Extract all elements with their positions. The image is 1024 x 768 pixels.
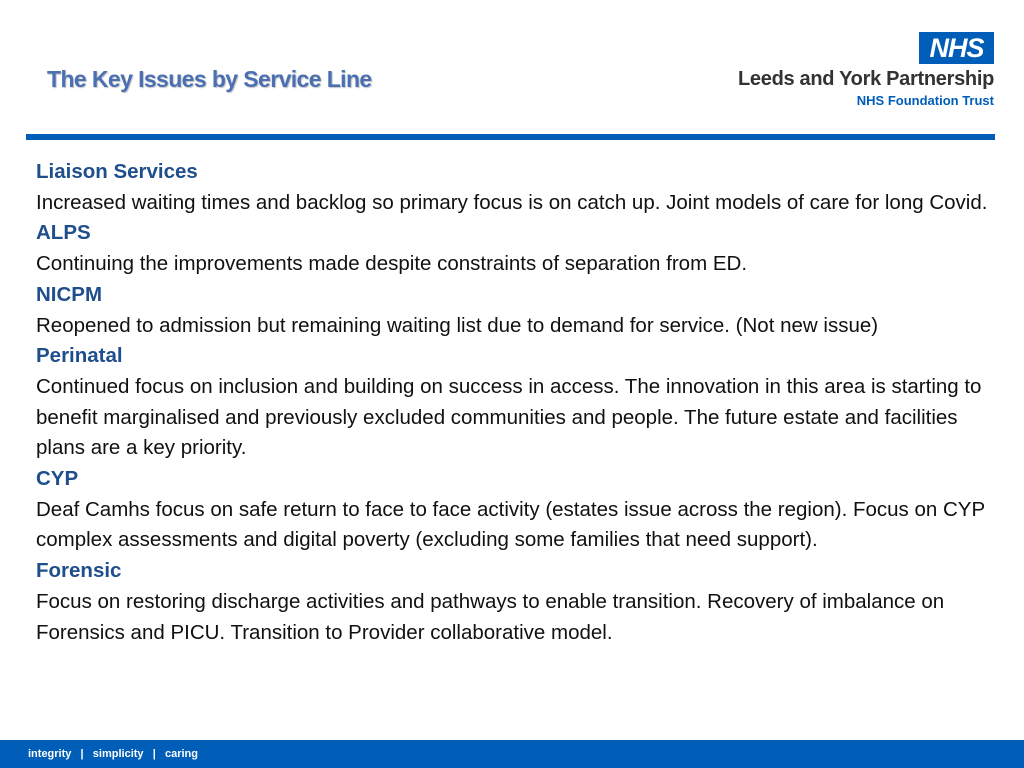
section-heading-forensic: Forensic — [36, 559, 122, 583]
section-text-cyp: Deaf Camhs focus on safe return to face to face activity (estates issue across the region). Focus on CYP complex assessments and digital poverty (excluding some families that need support). — [36, 497, 985, 552]
footer-bar — [0, 740, 1024, 768]
section-heading-nicpm: NICPM — [36, 282, 103, 306]
section-heading-perinatal: Perinatal — [36, 344, 123, 368]
nhs-logo — [714, 32, 994, 112]
section-heading-cyp: CYP — [36, 467, 79, 491]
section-text-forensic: Focus on restoring discharge activities and pathways to enable transition. Recovery of imbalance on Forensics and PICU. Transition to Provider collaborative model. — [36, 589, 945, 644]
section-text-perinatal: Continued focus on inclusion and building on success in access. The innovation in this area is starting to benefit marginalised and previously excluded communities and people. The future estate and facilities plans are a key priority. — [36, 374, 982, 460]
section-text-liaison-services: Increased waiting times and backlog so primary focus is on catch up. Joint models of care for long Covid. — [36, 190, 988, 214]
section-heading-liaison-services: Liaison Services — [36, 160, 198, 183]
slide-title: The Key Issues by Service Line — [47, 66, 372, 92]
nhs-badge: NHS — [919, 32, 994, 64]
section-text-alps: Continuing the improvements made despite constraints of separation from ED. — [36, 252, 748, 276]
logo-subtitle: NHS Foundation Trust — [856, 93, 994, 108]
footer-values: integrity | simplicity | caring — [28, 748, 198, 760]
logo-organisation-name: Leeds and York Partnership — [738, 68, 994, 90]
section-heading-alps: ALPS — [36, 221, 91, 245]
content-body — [36, 157, 1001, 648]
section-text-nicpm: Reopened to admission but remaining waiting list due to demand for service. (Not new issue) — [36, 313, 879, 337]
title-divider — [26, 134, 995, 140]
